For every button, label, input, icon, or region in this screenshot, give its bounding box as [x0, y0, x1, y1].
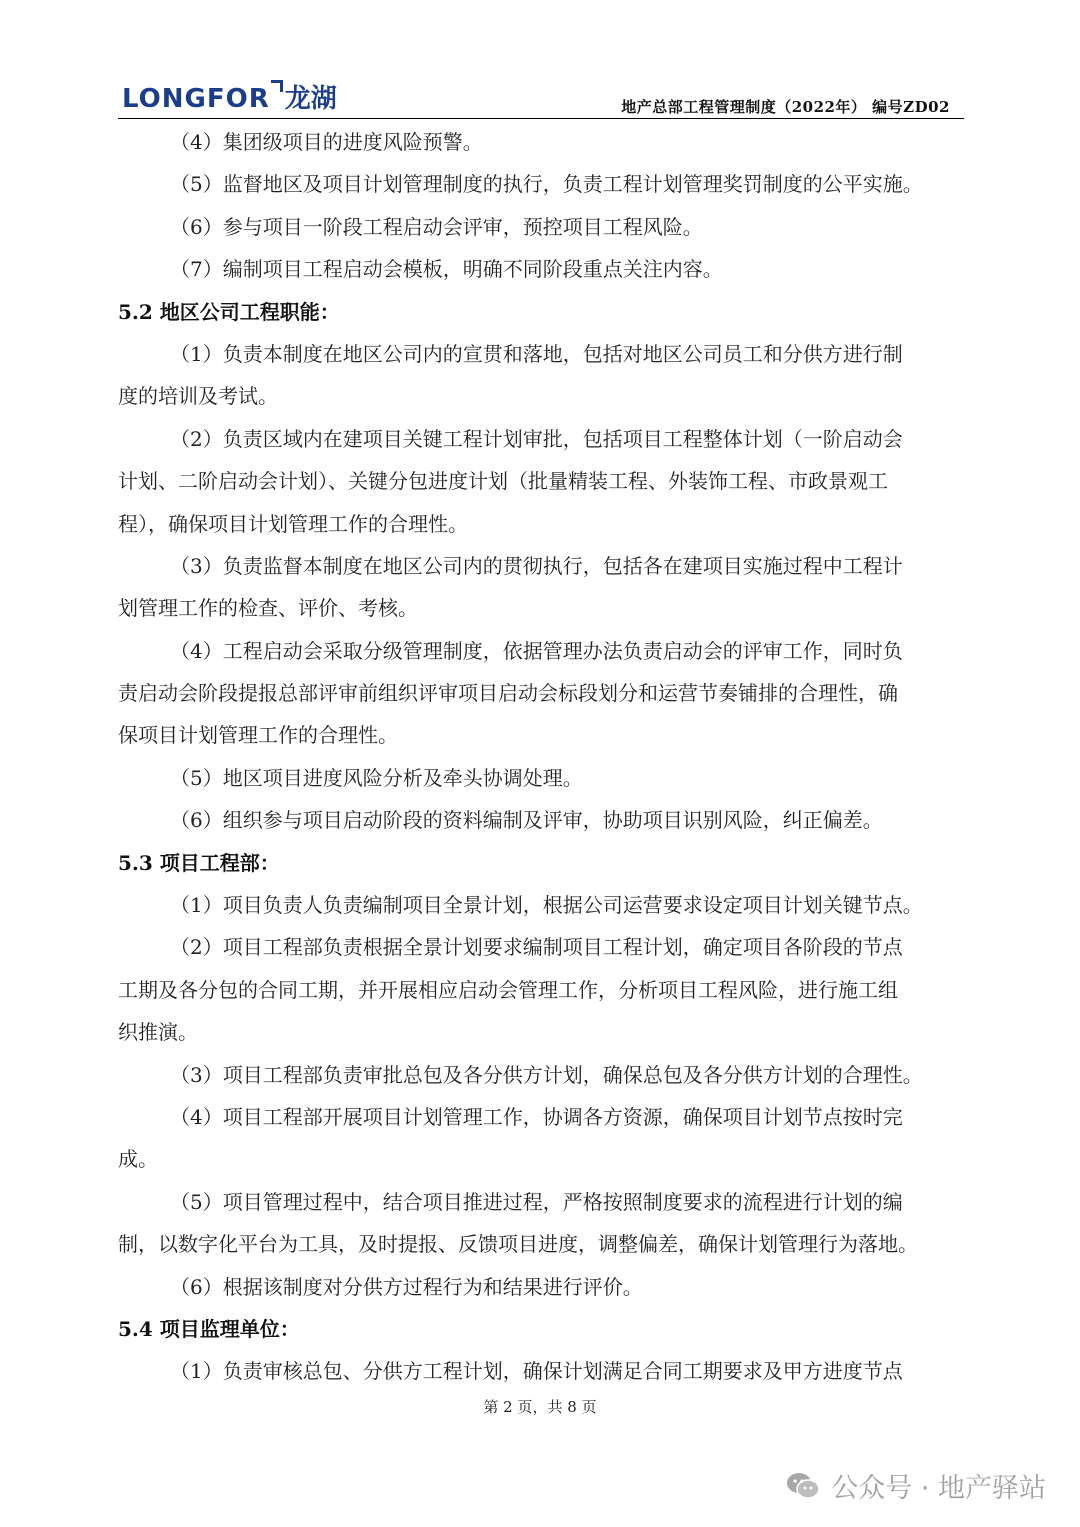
- company-logo: [122, 78, 337, 114]
- section-heading: 5.4 项目监理单位：: [118, 1316, 300, 1341]
- paragraph-line: （6）根据该制度对分供方过程行为和结果进行评价。: [170, 1274, 643, 1299]
- paragraph-line: （5）项目管理过程中，结合项目推进过程，严格按照制度要求的流程进行计划的编: [170, 1189, 903, 1214]
- paragraph-line: 成。: [118, 1147, 158, 1172]
- paragraph-line: （6）参与项目一阶段工程启动会评审，预控项目工程风险。: [170, 214, 703, 239]
- section-heading: 5.2 地区公司工程职能：: [118, 299, 340, 324]
- paragraph-line: （5）监督地区及项目计划管理制度的执行，负责工程计划管理奖罚制度的公平实施。: [170, 172, 923, 197]
- paragraph-line: 度的培训及考试。: [118, 384, 278, 409]
- paragraph-line: （4）工程启动会采取分级管理制度，依据管理办法负责启动会的评审工作，同时负: [170, 638, 903, 663]
- paragraph-line: 保项目计划管理工作的合理性。: [118, 723, 398, 748]
- logo-corner-mark-icon: [271, 80, 283, 92]
- document-title: 地产总部工程管理制度（2022年） 编号ZD02: [621, 98, 950, 116]
- paragraph-line: （7）编制项目工程启动会模板，明确不同阶段重点关注内容。: [170, 257, 723, 282]
- paragraph-line: （3）项目工程部负责审批总包及各分供方计划，确保总包及各分供方计划的合理性。: [170, 1062, 923, 1087]
- watermark: [785, 1466, 1046, 1505]
- paragraph-line: （2）负责区域内在建项目关键工程计划审批，包括项目工程整体计划（一阶启动会: [170, 426, 903, 451]
- wechat-icon: [785, 1471, 821, 1501]
- paragraph-line: 计划、二阶启动会计划）、关键分包进度计划（批量精装工程、外装饰工程、市政景观工: [118, 469, 888, 494]
- paragraph-line: 织推演。: [118, 1020, 198, 1045]
- paragraph-line: （4）集团级项目的进度风险预警。: [170, 130, 483, 154]
- paragraph-line: （3）负责监督本制度在地区公司内的贯彻执行，包括各在建项目实施过程中工程计: [170, 553, 903, 578]
- paragraph-line: 划管理工作的检查、评价、考核。: [118, 596, 418, 621]
- paragraph-line: 责启动会阶段提报总部评审前组织评审项目启动会标段划分和运营节奏铺排的合理性，确: [118, 681, 898, 706]
- header-divider: [118, 118, 964, 119]
- paragraph-line: 工期及各分包的合同工期，并开展相应启动会管理工作，分析项目工程风险，进行施工组: [118, 977, 898, 1002]
- paragraph-line: （4）项目工程部开展项目计划管理工作，协调各方资源，确保项目计划节点按时完: [170, 1104, 903, 1129]
- paragraph-line: （5）地区项目进度风险分析及牵头协调处理。: [170, 765, 583, 790]
- paragraph-line: 制，以数字化平台为工具，及时提报、反馈项目进度，调整偏差，确保计划管理行为落地。: [118, 1232, 918, 1257]
- document-body: [118, 121, 964, 1393]
- logo-chinese: 龙湖: [284, 84, 337, 114]
- paragraph-line: （2）项目工程部负责根据全景计划要求编制项目工程计划，确定项目各阶段的节点: [170, 935, 903, 960]
- paragraph-line: （1）负责审核总包、分供方工程计划，确保计划满足合同工期要求及甲方进度节点: [170, 1359, 903, 1384]
- page-number: 第 2 页，共 8 页: [483, 1398, 597, 1416]
- paragraph-line: 程），确保项目计划管理工作的合理性。: [118, 511, 468, 536]
- watermark-text: 公众号 · 地产驿站: [831, 1473, 1046, 1504]
- logo-english: LONGFOR: [122, 84, 270, 114]
- paragraph-line: （1）项目负责人负责编制项目全景计划，根据公司运营要求设定项目计划关键节点。: [170, 893, 923, 918]
- section-heading: 5.3 项目工程部：: [118, 850, 280, 875]
- paragraph-line: （1）负责本制度在地区公司内的宣贯和落地，包括对地区公司员工和分供方进行制: [170, 341, 903, 366]
- paragraph-line: （6）组织参与项目启动阶段的资料编制及评审，协助项目识别风险，纠正偏差。: [170, 808, 883, 833]
